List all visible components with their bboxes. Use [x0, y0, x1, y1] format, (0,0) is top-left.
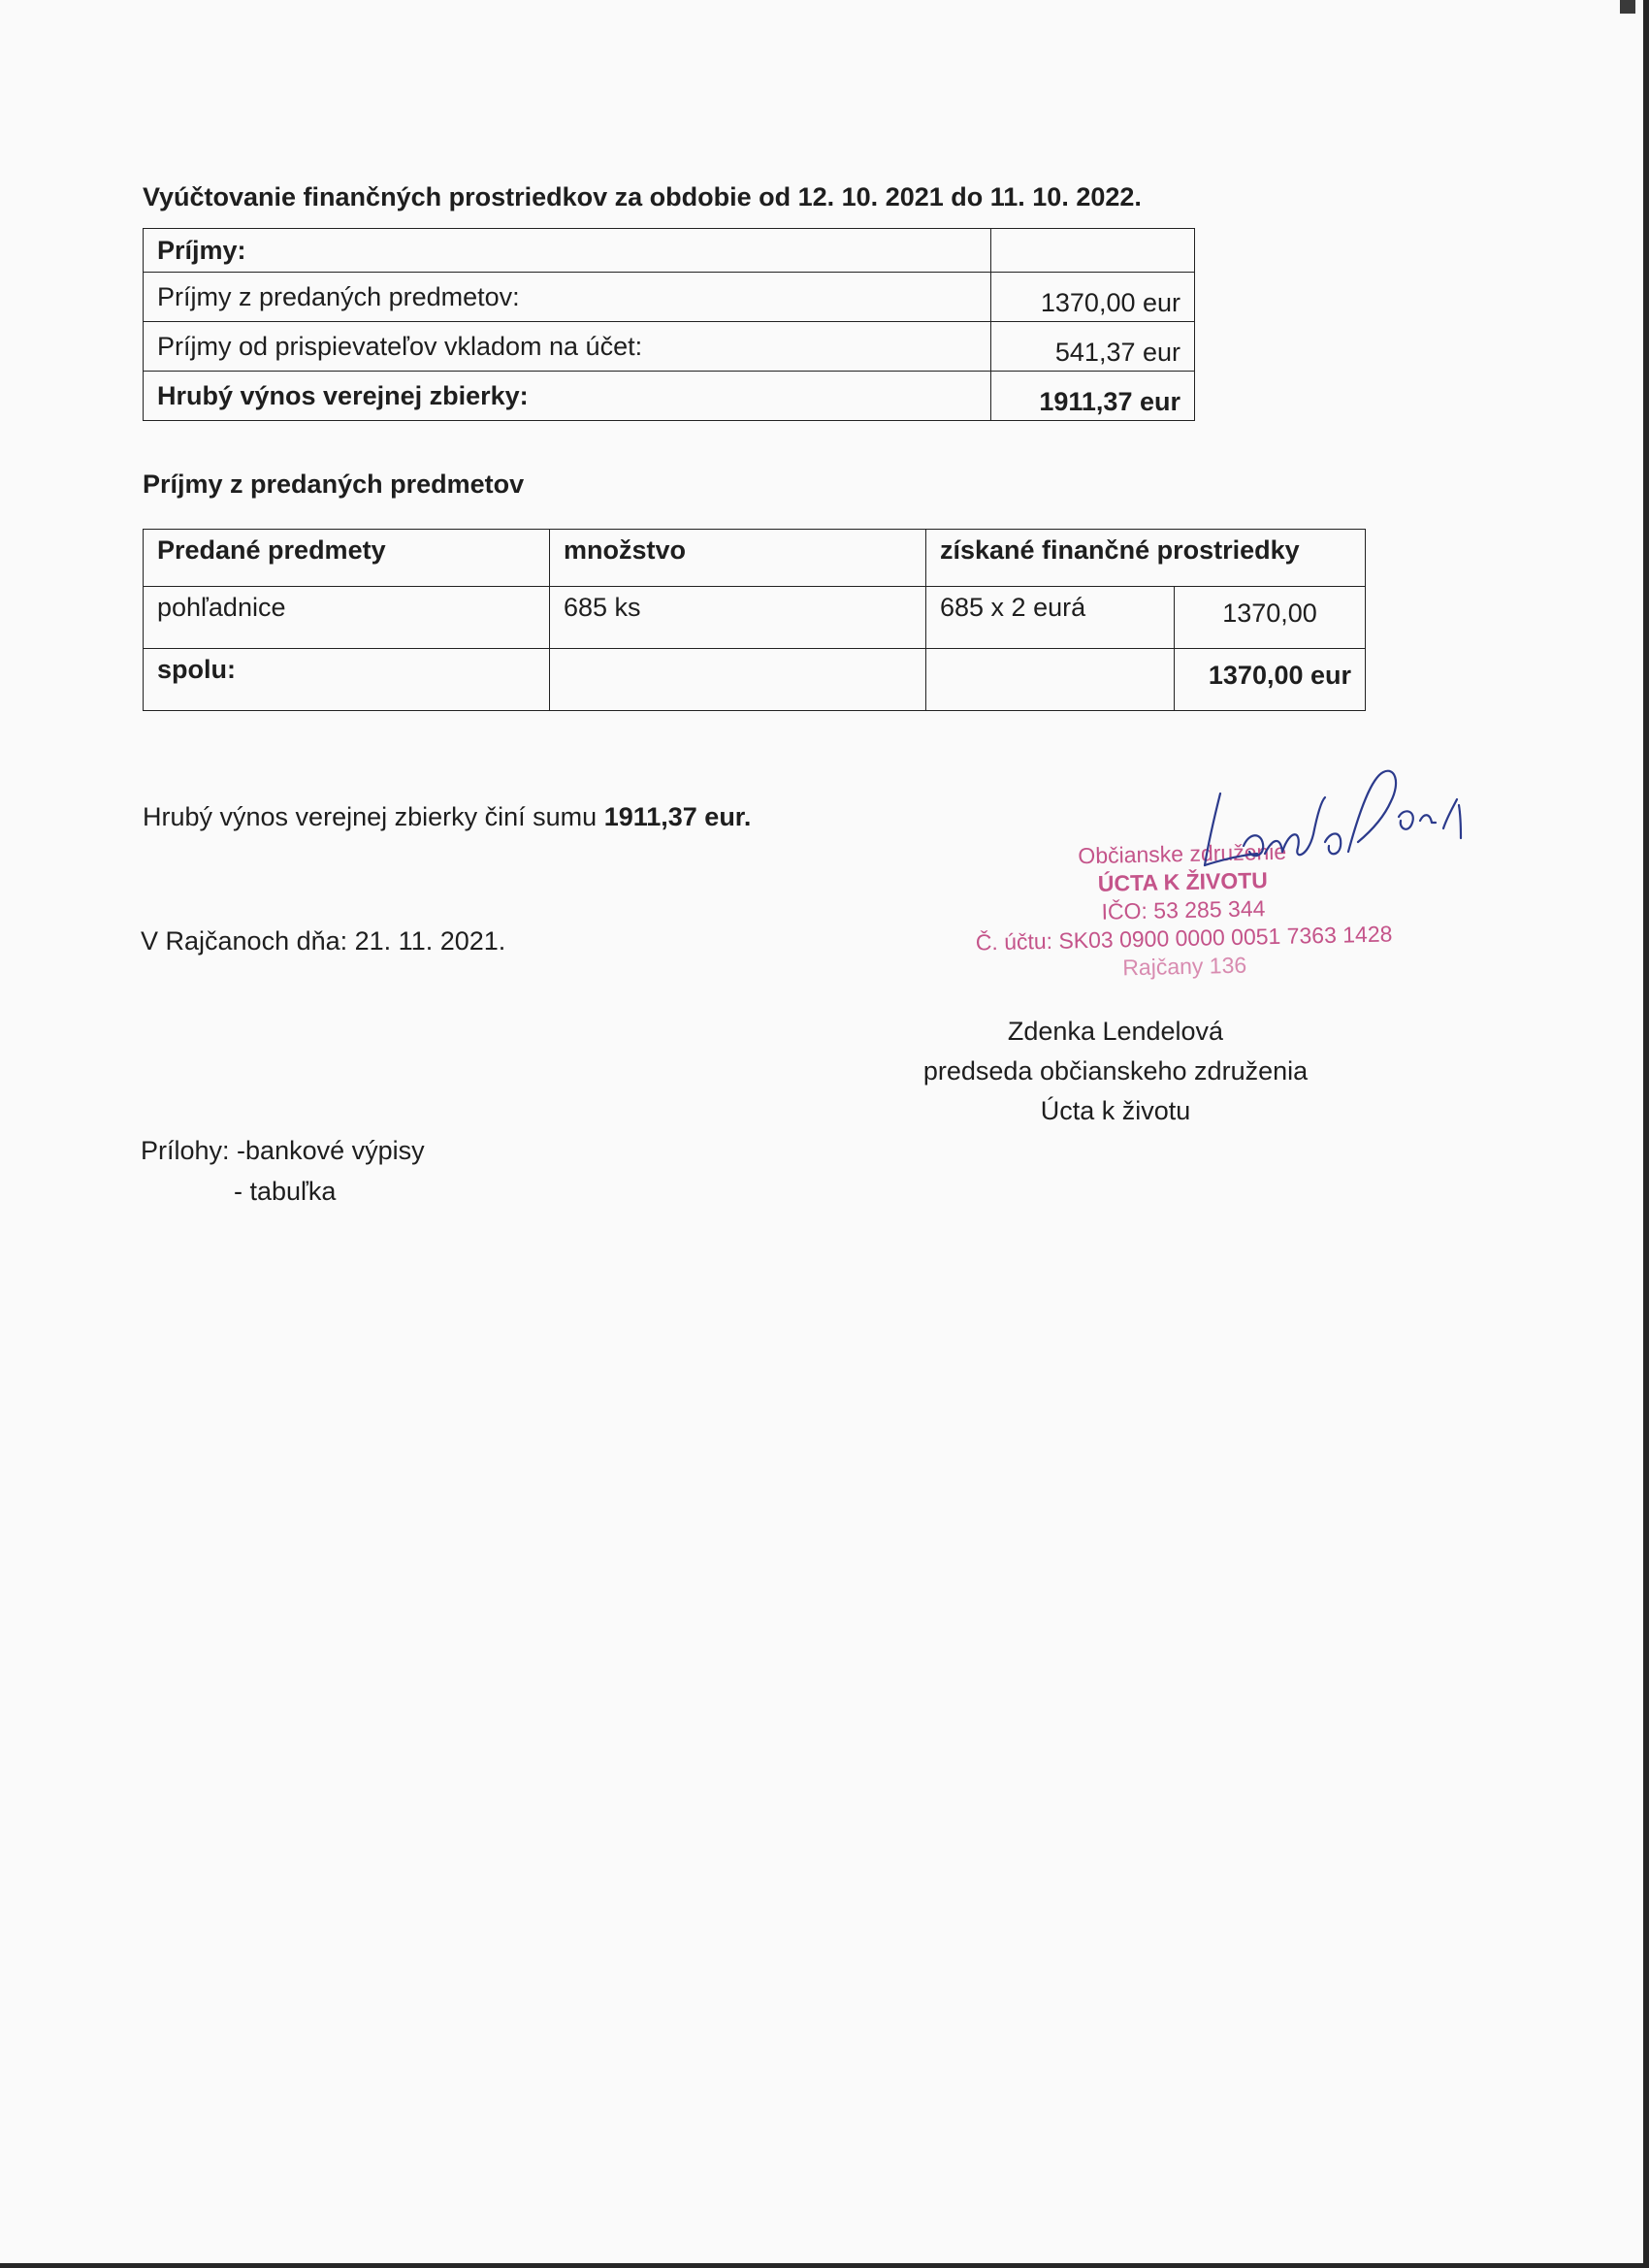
empty-cell — [550, 649, 926, 711]
items-total-label: spolu: — [144, 649, 550, 711]
table-row — [144, 229, 1195, 273]
table-row — [144, 649, 1366, 711]
handwritten-signature — [1193, 759, 1474, 875]
income-label: Príjmy od prispievateľov vkladom na účet: — [144, 322, 991, 372]
item-name: pohľadnice — [144, 587, 550, 649]
stamp-line: Rajčany 136 — [1122, 952, 1247, 981]
income-label: Príjmy z predaných predmetov: — [144, 273, 991, 322]
column-header-items: Predané predmety — [144, 530, 550, 587]
items-total-amount: 1370,00 eur — [1175, 649, 1366, 711]
signer-block — [873, 1012, 1358, 1131]
income-header: Príjmy: — [144, 229, 991, 273]
table-row — [144, 587, 1366, 649]
column-header-funds: získané finančné prostriedky — [926, 530, 1366, 587]
scan-edge-bottom — [0, 2263, 1649, 2268]
section-title: Príjmy z predaných predmetov — [143, 470, 525, 499]
item-amount: 1370,00 — [1175, 587, 1366, 649]
stamp-line: IČO: 53 285 344 — [1101, 895, 1266, 924]
table-row — [144, 372, 1195, 421]
summary-sentence — [143, 802, 751, 832]
stamp-line: ÚCTA K ŽIVOTU — [1097, 867, 1269, 896]
table-row — [144, 273, 1195, 322]
signer-organization: Úcta k životu — [1040, 1096, 1191, 1125]
stamp-line: Občianske združenie — [1078, 838, 1287, 869]
items-table — [143, 529, 1366, 711]
attachment-item: - tabuľka — [234, 1177, 337, 1206]
signer-name: Zdenka Lendelová — [1007, 1017, 1224, 1046]
scan-corner-mark — [1620, 0, 1635, 14]
place-date: V Rajčanoch dňa: 21. 11. 2021. — [141, 926, 506, 956]
stamp-line: Č. účtu: SK03 0900 0000 0051 7363 1428 — [975, 921, 1393, 956]
income-value: 541,37 eur — [991, 322, 1195, 372]
item-quantity: 685 ks — [550, 587, 926, 649]
attachment-item: -bankové výpisy — [237, 1136, 425, 1165]
summary-text: Hrubý výnos verejnej zbierky činí sumu — [143, 802, 604, 831]
income-value: 1370,00 eur — [991, 273, 1195, 322]
column-header-quantity: množstvo — [550, 530, 926, 587]
item-calculation: 685 x 2 eurá — [926, 587, 1175, 649]
attachments-label: Prílohy: — [141, 1136, 238, 1165]
income-table — [143, 228, 1195, 421]
income-total-label: Hrubý výnos verejnej zbierky: — [144, 372, 991, 421]
income-header-empty — [991, 229, 1195, 273]
document-title: Vyúčtovanie finančných prostriedkov za obdobie od 12. 10. 2021 do 11. 10. 2022. — [143, 182, 1142, 211]
empty-cell — [926, 649, 1175, 711]
attachments-line — [141, 1136, 425, 1166]
summary-amount: 1911,37 eur. — [603, 802, 752, 831]
signer-role: predseda občianskeho združenia — [922, 1056, 1309, 1085]
table-row — [144, 322, 1195, 372]
income-total-value: 1911,37 eur — [991, 372, 1195, 421]
scan-edge-right — [1643, 0, 1649, 2268]
table-header-row — [144, 530, 1366, 587]
